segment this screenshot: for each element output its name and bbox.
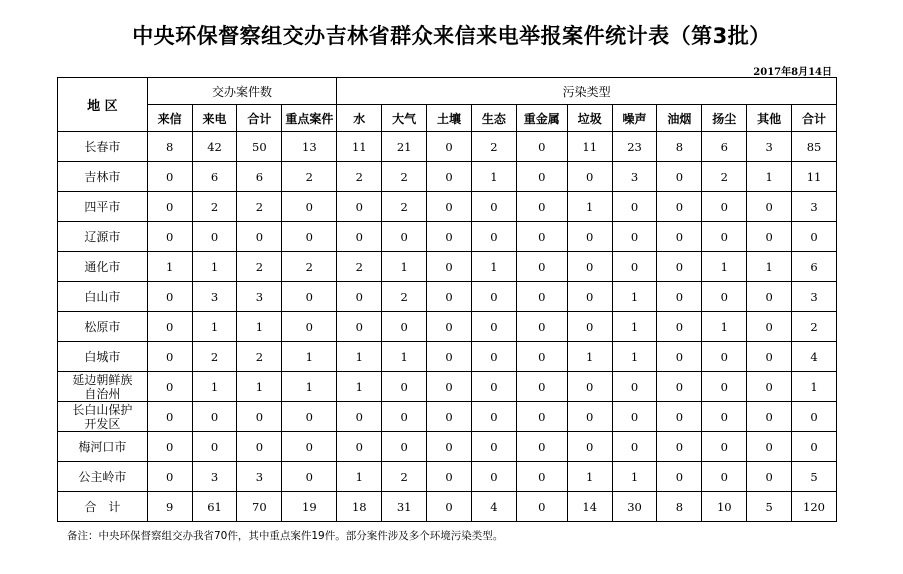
value-cell: 0 <box>147 402 192 432</box>
region-cell: 梅河口市 <box>58 432 148 462</box>
region-cell-line: 开发区 <box>84 416 121 431</box>
region-cell: 公主岭市 <box>58 462 148 492</box>
value-cell: 1 <box>237 372 282 402</box>
region-cell: 白山市 <box>58 282 148 312</box>
value-cell: 0 <box>657 462 702 492</box>
value-cell: 0 <box>147 372 192 402</box>
value-cell: 0 <box>147 312 192 342</box>
table-row <box>58 462 837 492</box>
value-cell: 2 <box>382 462 427 492</box>
value-cell: 0 <box>657 372 702 402</box>
value-cell: 0 <box>657 252 702 282</box>
value-cell: 0 <box>702 462 747 492</box>
value-cell: 1 <box>337 462 382 492</box>
value-cell: 0 <box>147 432 192 462</box>
value-cell: 1 <box>567 462 612 492</box>
value-cell: 2 <box>282 252 337 282</box>
value-cell: 0 <box>702 192 747 222</box>
value-cell: 0 <box>612 192 657 222</box>
value-cell: 0 <box>567 312 612 342</box>
region-cell: 通化市 <box>58 252 148 282</box>
value-cell: 0 <box>612 252 657 282</box>
value-cell: 1 <box>702 252 747 282</box>
value-cell: 1 <box>382 252 427 282</box>
region-cell <box>58 372 148 402</box>
value-cell: 2 <box>337 252 382 282</box>
value-cell: 0 <box>471 462 516 492</box>
value-cell: 0 <box>382 432 427 462</box>
value-cell: 0 <box>282 402 337 432</box>
total-cell: 19 <box>282 492 337 522</box>
value-cell: 0 <box>516 402 567 432</box>
statistics-table <box>57 77 837 522</box>
value-cell: 0 <box>792 432 837 462</box>
value-cell: 0 <box>147 192 192 222</box>
total-cell: 31 <box>382 492 427 522</box>
region-cell: 辽源市 <box>58 222 148 252</box>
value-cell: 1 <box>282 372 337 402</box>
value-cell: 0 <box>516 462 567 492</box>
region-cell: 松原市 <box>58 312 148 342</box>
value-cell: 3 <box>792 192 837 222</box>
value-cell: 0 <box>427 402 472 432</box>
table-row <box>58 252 837 282</box>
value-cell: 8 <box>657 132 702 162</box>
value-cell: 0 <box>567 282 612 312</box>
value-cell: 0 <box>567 162 612 192</box>
value-cell: 11 <box>337 132 382 162</box>
value-cell: 4 <box>792 342 837 372</box>
value-cell: 2 <box>382 282 427 312</box>
value-cell: 0 <box>612 402 657 432</box>
value-cell: 0 <box>567 402 612 432</box>
value-cell: 3 <box>192 282 237 312</box>
col-header-heavy-metal: 重金属 <box>516 105 567 132</box>
value-cell: 0 <box>282 432 337 462</box>
value-cell: 0 <box>427 222 472 252</box>
total-cell: 10 <box>702 492 747 522</box>
table-row <box>58 222 837 252</box>
value-cell: 0 <box>282 282 337 312</box>
value-cell: 0 <box>427 192 472 222</box>
value-cell: 6 <box>237 162 282 192</box>
value-cell: 1 <box>192 312 237 342</box>
value-cell: 0 <box>282 312 337 342</box>
value-cell: 11 <box>792 162 837 192</box>
col-header-ecology: 生态 <box>471 105 516 132</box>
value-cell: 0 <box>747 222 792 252</box>
total-cell: 9 <box>147 492 192 522</box>
value-cell: 13 <box>282 132 337 162</box>
value-cell: 3 <box>192 462 237 492</box>
value-cell: 0 <box>702 372 747 402</box>
value-cell: 0 <box>427 342 472 372</box>
value-cell: 0 <box>516 342 567 372</box>
value-cell: 1 <box>612 312 657 342</box>
region-header: 地 区 <box>58 78 148 132</box>
value-cell: 2 <box>702 162 747 192</box>
value-cell: 0 <box>282 222 337 252</box>
value-cell: 0 <box>427 252 472 282</box>
value-cell: 0 <box>282 192 337 222</box>
table-row <box>58 192 837 222</box>
value-cell: 0 <box>747 342 792 372</box>
value-cell: 1 <box>237 312 282 342</box>
value-cell: 0 <box>471 342 516 372</box>
col-header-soil: 土壤 <box>427 105 472 132</box>
value-cell: 2 <box>382 192 427 222</box>
value-cell: 0 <box>237 222 282 252</box>
total-cell: 120 <box>792 492 837 522</box>
value-cell: 3 <box>747 132 792 162</box>
value-cell: 0 <box>192 402 237 432</box>
value-cell: 2 <box>237 192 282 222</box>
value-cell: 0 <box>382 222 427 252</box>
value-cell: 1 <box>337 372 382 402</box>
value-cell: 2 <box>337 162 382 192</box>
total-label: 合 计 <box>58 492 148 522</box>
col-header-noise: 噪声 <box>612 105 657 132</box>
value-cell: 0 <box>427 162 472 192</box>
value-cell: 0 <box>657 402 702 432</box>
total-cell: 70 <box>237 492 282 522</box>
value-cell: 0 <box>612 432 657 462</box>
value-cell: 0 <box>471 312 516 342</box>
table-row <box>58 402 837 432</box>
value-cell: 0 <box>382 402 427 432</box>
value-cell: 0 <box>192 222 237 252</box>
value-cell: 0 <box>282 462 337 492</box>
region-cell: 长春市 <box>58 132 148 162</box>
value-cell: 0 <box>657 282 702 312</box>
value-cell: 5 <box>792 462 837 492</box>
value-cell: 0 <box>657 222 702 252</box>
value-cell: 0 <box>747 312 792 342</box>
value-cell: 0 <box>516 132 567 162</box>
value-cell: 0 <box>237 432 282 462</box>
value-cell: 0 <box>702 282 747 312</box>
table-row <box>58 342 837 372</box>
value-cell: 23 <box>612 132 657 162</box>
value-cell: 2 <box>237 252 282 282</box>
value-cell: 3 <box>237 282 282 312</box>
total-cell: 14 <box>567 492 612 522</box>
value-cell: 0 <box>702 222 747 252</box>
value-cell: 0 <box>792 222 837 252</box>
value-cell: 6 <box>792 252 837 282</box>
value-cell: 0 <box>747 402 792 432</box>
value-cell: 0 <box>516 432 567 462</box>
value-cell: 0 <box>747 372 792 402</box>
value-cell: 0 <box>567 432 612 462</box>
table-row <box>58 282 837 312</box>
value-cell: 2 <box>282 162 337 192</box>
col-header-assigned-total: 合计 <box>237 105 282 132</box>
value-cell: 1 <box>702 312 747 342</box>
value-cell: 0 <box>516 372 567 402</box>
value-cell: 0 <box>337 312 382 342</box>
col-header-letters: 来信 <box>147 105 192 132</box>
table-row <box>58 372 837 402</box>
region-cell: 吉林市 <box>58 162 148 192</box>
total-cell: 4 <box>471 492 516 522</box>
total-cell: 30 <box>612 492 657 522</box>
value-cell: 21 <box>382 132 427 162</box>
table-row <box>58 312 837 342</box>
value-cell: 0 <box>792 402 837 432</box>
value-cell: 0 <box>702 342 747 372</box>
value-cell: 3 <box>237 462 282 492</box>
total-cell: 0 <box>427 492 472 522</box>
value-cell: 0 <box>657 432 702 462</box>
value-cell: 0 <box>147 342 192 372</box>
value-cell: 0 <box>147 162 192 192</box>
value-cell: 2 <box>192 342 237 372</box>
value-cell: 0 <box>147 222 192 252</box>
value-cell: 0 <box>427 312 472 342</box>
region-cell: 四平市 <box>58 192 148 222</box>
value-cell: 1 <box>612 282 657 312</box>
value-cell: 1 <box>471 252 516 282</box>
table-row <box>58 432 837 462</box>
total-row <box>58 492 837 522</box>
table-row <box>58 162 837 192</box>
total-cell: 18 <box>337 492 382 522</box>
value-cell: 2 <box>192 192 237 222</box>
value-cell: 0 <box>192 432 237 462</box>
value-cell: 0 <box>747 432 792 462</box>
col-header-dust: 扬尘 <box>702 105 747 132</box>
value-cell: 1 <box>192 372 237 402</box>
value-cell: 0 <box>516 162 567 192</box>
value-cell: 1 <box>282 342 337 372</box>
value-cell: 0 <box>516 222 567 252</box>
value-cell: 1 <box>612 342 657 372</box>
col-header-pollution-total: 合计 <box>792 105 837 132</box>
total-cell: 61 <box>192 492 237 522</box>
region-cell-line: 自治州 <box>84 386 121 401</box>
value-cell: 50 <box>237 132 282 162</box>
value-cell: 0 <box>471 402 516 432</box>
col-header-other: 其他 <box>747 105 792 132</box>
report-date: 2017年8月14日 <box>753 67 832 78</box>
value-cell: 0 <box>516 282 567 312</box>
value-cell: 0 <box>516 192 567 222</box>
value-cell: 0 <box>567 222 612 252</box>
value-cell: 1 <box>567 192 612 222</box>
value-cell: 0 <box>471 282 516 312</box>
value-cell: 6 <box>702 132 747 162</box>
value-cell: 0 <box>471 432 516 462</box>
value-cell: 0 <box>516 312 567 342</box>
value-cell: 0 <box>702 432 747 462</box>
value-cell: 0 <box>657 162 702 192</box>
value-cell: 0 <box>567 372 612 402</box>
col-header-calls: 来电 <box>192 105 237 132</box>
page-title: 中央环保督察组交办吉林省群众来信来电举报案件统计表（第3批） <box>132 24 771 48</box>
total-cell: 0 <box>516 492 567 522</box>
value-cell: 2 <box>237 342 282 372</box>
value-cell: 1 <box>567 342 612 372</box>
value-cell: 0 <box>382 312 427 342</box>
value-cell: 0 <box>657 192 702 222</box>
region-cell <box>58 402 148 432</box>
value-cell: 0 <box>337 282 382 312</box>
value-cell: 1 <box>382 342 427 372</box>
value-cell: 0 <box>471 222 516 252</box>
value-cell: 0 <box>747 192 792 222</box>
value-cell: 1 <box>337 342 382 372</box>
total-cell: 8 <box>657 492 702 522</box>
value-cell: 0 <box>747 462 792 492</box>
value-cell: 0 <box>147 282 192 312</box>
value-cell: 1 <box>747 162 792 192</box>
value-cell: 3 <box>792 282 837 312</box>
value-cell: 1 <box>147 252 192 282</box>
region-cell-line: 延边朝鲜族 <box>72 372 133 387</box>
value-cell: 0 <box>427 132 472 162</box>
value-cell: 2 <box>471 132 516 162</box>
value-cell: 0 <box>337 402 382 432</box>
value-cell: 0 <box>471 192 516 222</box>
col-header-fumes: 油烟 <box>657 105 702 132</box>
value-cell: 0 <box>702 402 747 432</box>
value-cell: 2 <box>792 312 837 342</box>
value-cell: 42 <box>192 132 237 162</box>
pollution-type-header: 污染类型 <box>337 78 837 105</box>
col-header-air: 大气 <box>382 105 427 132</box>
region-cell-line: 长白山保护 <box>72 402 133 417</box>
value-cell: 1 <box>612 462 657 492</box>
value-cell: 8 <box>147 132 192 162</box>
value-cell: 0 <box>427 372 472 402</box>
value-cell: 0 <box>427 432 472 462</box>
value-cell: 0 <box>147 462 192 492</box>
value-cell: 0 <box>427 282 472 312</box>
value-cell: 1 <box>747 252 792 282</box>
table-row <box>58 132 837 162</box>
value-cell: 0 <box>427 462 472 492</box>
col-header-garbage: 垃圾 <box>567 105 612 132</box>
value-cell: 85 <box>792 132 837 162</box>
value-cell: 0 <box>237 402 282 432</box>
table-body <box>58 132 837 522</box>
value-cell: 3 <box>612 162 657 192</box>
assigned-cases-header: 交办案件数 <box>147 78 337 105</box>
col-header-water: 水 <box>337 105 382 132</box>
value-cell: 0 <box>471 372 516 402</box>
value-cell: 0 <box>337 192 382 222</box>
value-cell: 0 <box>747 282 792 312</box>
value-cell: 0 <box>382 372 427 402</box>
col-header-key-cases: 重点案件 <box>282 105 337 132</box>
value-cell: 0 <box>612 372 657 402</box>
region-cell: 白城市 <box>58 342 148 372</box>
footnote: 备注：中央环保督察组交办我省70件，其中重点案件19件。部分案件涉及多个环境污染类型。 <box>67 530 504 542</box>
value-cell: 1 <box>471 162 516 192</box>
value-cell: 1 <box>192 252 237 282</box>
value-cell: 6 <box>192 162 237 192</box>
value-cell: 0 <box>516 252 567 282</box>
value-cell: 0 <box>657 342 702 372</box>
value-cell: 0 <box>657 312 702 342</box>
value-cell: 1 <box>792 372 837 402</box>
value-cell: 2 <box>382 162 427 192</box>
value-cell: 11 <box>567 132 612 162</box>
value-cell: 0 <box>567 252 612 282</box>
value-cell: 0 <box>337 432 382 462</box>
value-cell: 0 <box>337 222 382 252</box>
total-cell: 5 <box>747 492 792 522</box>
value-cell: 0 <box>612 222 657 252</box>
